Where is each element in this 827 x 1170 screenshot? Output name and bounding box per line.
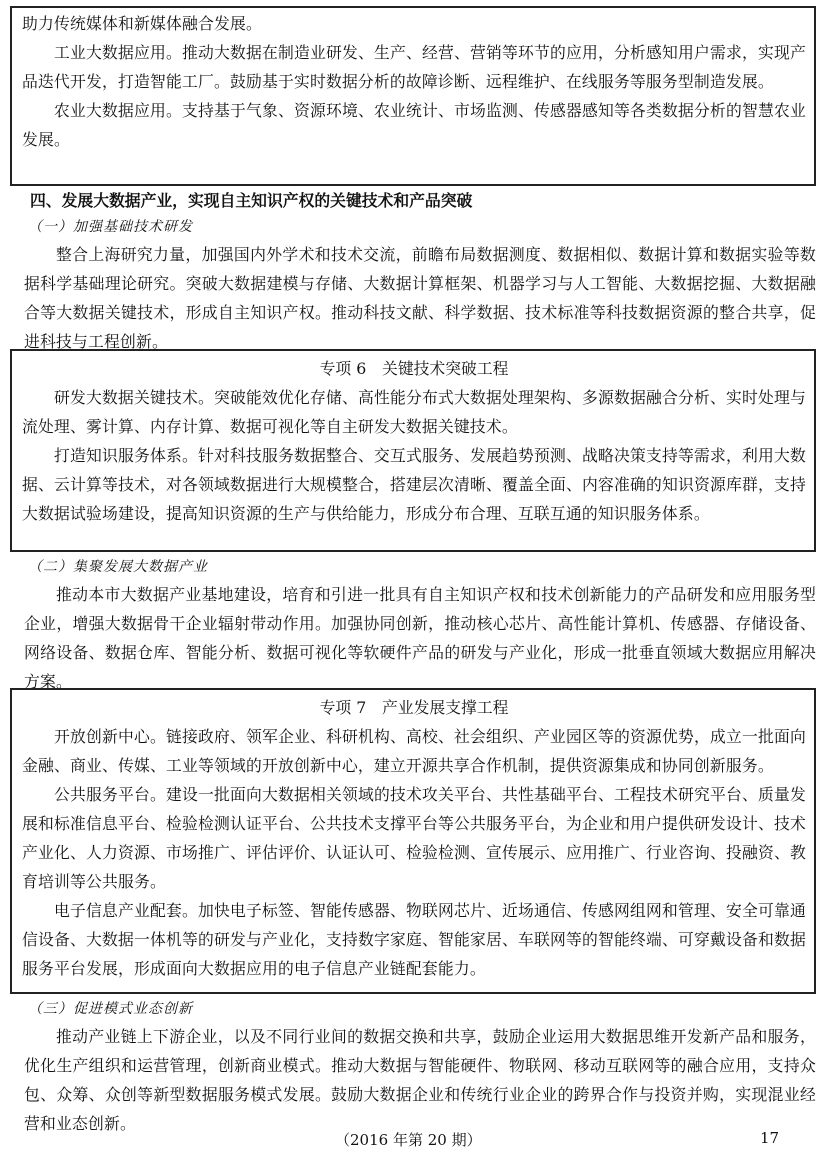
box7-paragraph-2: 公共服务平台。建设一批面向大数据相关领域的技术攻关平台、共性基础平台、工程技术研究平台、质量发展和标准信息平台、检验检测认证平台、公共技术支撑平台等公共服务平台，为企业和用户提供研发设计、技术产业化、人力资源、市场推广、评估评价、认证认可、检验检测、宣传展示、应用推广、行业咨询、投融资、教育培训等公共服务。 [22, 785, 806, 891]
box7-paragraph-3: 电子信息产业配套。加快电子标签、智能传感器、物联网芯片、近场通信、传感网组网和管理、安全可靠通信设备、大数据一体机等的研发与产业化，支持数字家庭、智能家居、车联网等的智能终端、可穿戴设备和数据服务平台发展，形成面向大数据应用的电子信息产业链配套能力。 [22, 901, 806, 978]
box-special-project-7 [10, 688, 816, 994]
box-special-project-6 [10, 349, 816, 552]
subsection-3-paragraph: 推动产业链上下游企业，以及不同行业间的数据交换和共享，鼓励企业运用大数据思维开发新产品和服务，优化生产组织和运营管理，创新商业模式。推动大数据与智能硬件、物联网、移动互联网等的融合应用，支持众包、众筹、众创等新型数据服务模式发展。鼓励大数据企业和传统行业企业的跨界合作与投资并购，实现混业经营和业态创新。 [24, 1027, 816, 1133]
subsection-2-paragraph: 推动本市大数据产业基地建设，培育和引进一批具有自主知识产权和技术创新能力的产品研发和应用服务型企业，增强大数据骨干企业辐射带动作用。加强协同创新，推动核心芯片、高性能计算机、传感器、存储设备、网络设备、数据仓库、智能分析、数据可视化等软硬件产品的研发与产业化，形成一批垂直领域大数据应用解决方案。 [24, 585, 816, 691]
issue-label: （2016 年第 20 期） [335, 1131, 482, 1149]
subsection-2-heading: （二）集聚发展大数据产业 [28, 559, 208, 575]
subsection-3-heading: （三）促进模式业态创新 [28, 1001, 193, 1017]
box7-paragraph-1: 开放创新中心。链接政府、领军企业、科研机构、高校、社会组织、产业园区等的资源优势，成立一批面向金融、商业、传媒、工业等领域的开放创新中心，建立开源共享合作机制，提供资源集成和协同创新服务。 [22, 727, 806, 775]
box6-paragraph-1: 研发大数据关键技术。突破能效优化存储、高性能分布式大数据处理架构、多源数据融合分析、实时处理与流处理、雾计算、内存计算、数据可视化等自主研发大数据关键技术。 [22, 388, 806, 436]
box1-paragraph-1: 助力传统媒体和新媒体融合发展。 [22, 14, 262, 33]
box6-paragraph-2: 打造知识服务体系。针对科技服务数据整合、交互式服务、发展趋势预测、战略决策支持等需求，利用大数据、云计算等技术，对各领域数据进行大规模整合，搭建层次清晰、覆盖全面、内容准确的知识资源库群，支持大数据试验场建设，提高知识资源的生产与供给能力，形成分布合理、互联互通的知识服务体系。 [22, 446, 806, 523]
subsection-3 [10, 996, 816, 1138]
subsection-1-heading: （一）加强基础技术研发 [28, 219, 193, 235]
box1-paragraph-3: 农业大数据应用。支持基于气象、资源环境、农业统计、市场监测、传感器感知等各类数据分析的智慧农业发展。 [22, 101, 806, 149]
section-4-intro [10, 188, 816, 356]
box6-title: 专项 6 关键技术突破工程 [319, 359, 509, 378]
box-industry-applications [10, 6, 816, 186]
section-4-heading: 四、发展大数据产业，实现自主知识产权的关键技术和产品突破 [30, 191, 473, 210]
subsection-1-paragraph: 整合上海研究力量，加强国内外学术和技术交流，前瞻布局数据测度、数据相似、数据计算和数据实验等数据科学基础理论研究。突破大数据建模与存储、大数据计算框架、机器学习与人工智能、大数据挖掘、大数据融合等大数据关键技术，形成自主知识产权。推动科技文献、科学数据、技术标准等科技数据资源的整合共享，促进科技与工程创新。 [24, 245, 816, 351]
box7-title: 专项 7 产业发展支撑工程 [319, 698, 509, 717]
box1-paragraph-2: 工业大数据应用。推动大数据在制造业研发、生产、经营、营销等环节的应用，分析感知用户需求，实现产品迭代开发，打造智能工厂。鼓励基于实时数据分析的故障诊断、远程维护、在线服务等服务型制造发展。 [22, 43, 806, 91]
subsection-2 [10, 554, 816, 696]
page-number: 17 [760, 1129, 780, 1147]
